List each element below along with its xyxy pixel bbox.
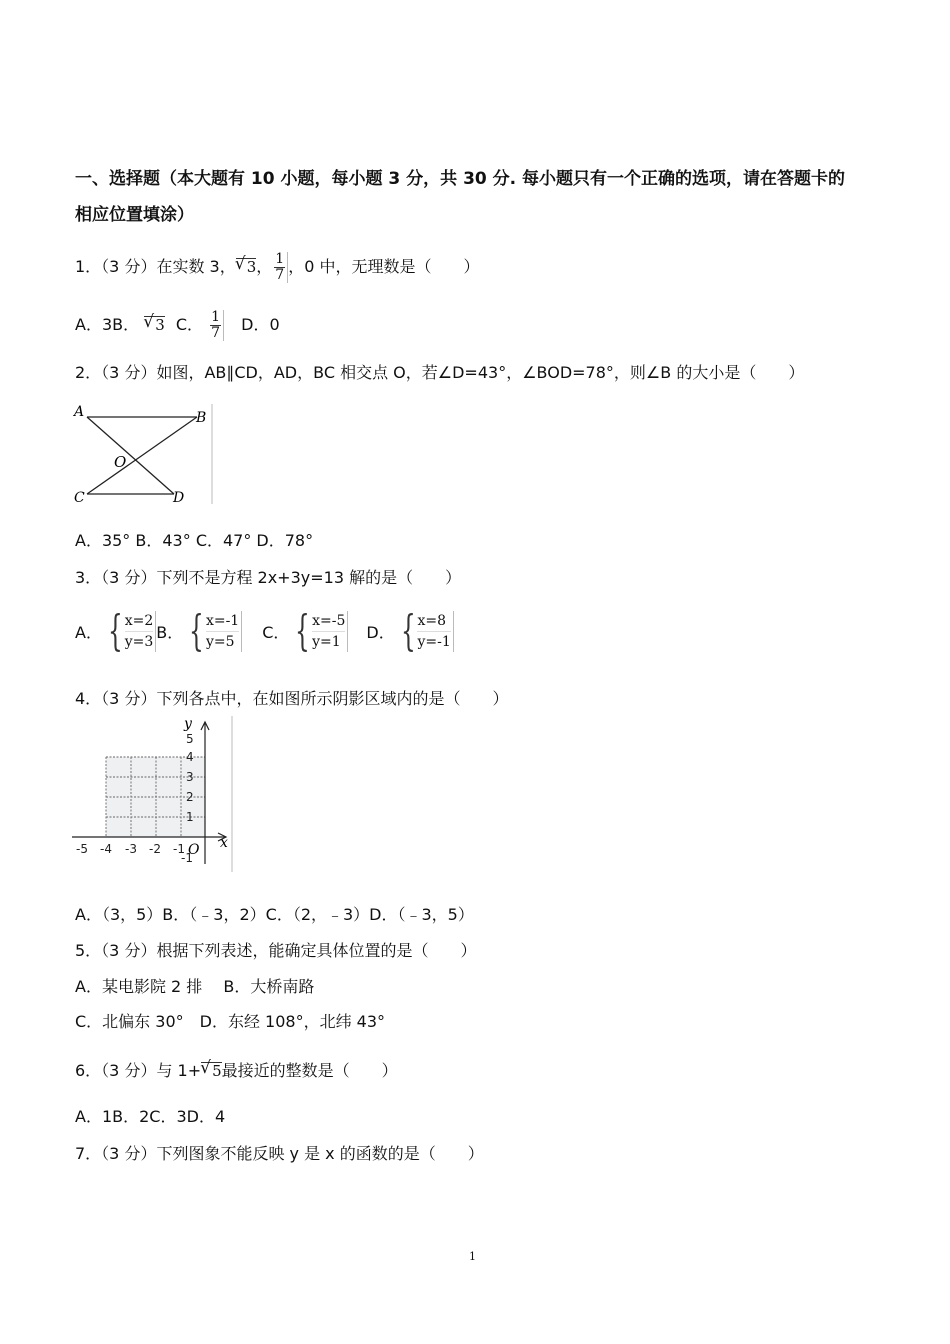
q1-stem-a: 1．（3 分）在实数 3， (75, 257, 236, 276)
q1-option-a-b: A．3B． (75, 315, 140, 334)
question-5-options-line2: C．北偏东 30° D．东经 108°，北纬 43° (75, 1012, 386, 1031)
q1-stem-b: ，0 中，无理数是（ ） (288, 257, 480, 276)
q4-y-tick-4: 4 (186, 750, 194, 764)
q1-opt-frac-num: 1 (211, 309, 221, 325)
q3-option-d-system (395, 606, 454, 655)
q3-c-x: x=-5 (312, 611, 345, 632)
q4-y-tick-2: 2 (186, 790, 194, 804)
q6-sqrt (201, 1062, 222, 1079)
question-1-options (75, 310, 280, 341)
question-1-stem (75, 252, 479, 283)
q4-x-tick-minus4: -4 (100, 842, 112, 856)
q1-sqrt-arg: 3 (246, 258, 257, 276)
q1-option-b-sqrt (144, 316, 165, 333)
q3-b-x: x=-1 (206, 611, 239, 632)
q1-frac-den: 7 (275, 267, 285, 283)
q3-brace-a: { (107, 606, 123, 655)
q3-a-y: y=3 (124, 633, 154, 650)
question-6-stem (75, 1058, 398, 1081)
question-5-options-line1: A．某电影院 2 排 B．大桥南路 (75, 977, 315, 996)
q1-sqrt (236, 258, 257, 275)
q3-option-a-label: A． (75, 622, 102, 642)
q3-a-x: x=2 (125, 611, 154, 632)
q4-y-tick-minus1: -1 (181, 851, 193, 865)
q3-option-d-label: D． (366, 622, 395, 642)
q4-origin-label: O (188, 842, 200, 858)
q2-label-d: D (173, 490, 185, 506)
q3-option-b-system (183, 606, 242, 655)
q4-y-tick-3: 3 (186, 770, 194, 784)
q2-line-ad (87, 417, 174, 494)
question-4-options: A．（3，5）B．（﹣3，2）C．（2，﹣3）D．（﹣3，5） (75, 905, 474, 924)
q2-label-c: C (74, 490, 85, 506)
q3-option-c-label: C． (262, 622, 290, 642)
q1-opt-frac-den: 7 (211, 325, 221, 341)
q3-brace-c: { (295, 606, 311, 655)
question-3-options (75, 606, 454, 655)
question-6-options: A．1B．2C．3D．4 (75, 1107, 226, 1126)
q2-label-a: A (74, 404, 85, 420)
q4-x-tick-minus5: -5 (76, 842, 88, 856)
q3-option-c-system (289, 606, 348, 655)
q4-x-tick-minus3: -3 (125, 842, 137, 856)
q1-frac-num: 1 (275, 251, 285, 267)
question-5-stem: 5．（3 分）根据下列表述，能确定具体位置的是（ ） (75, 941, 477, 960)
q2-label-b: B (196, 410, 207, 426)
q2-label-o: O (114, 453, 127, 471)
q6-stem-a: 6．（3 分）与 1+ (75, 1061, 202, 1080)
q6-stem-b: 最接近的整数是（ ） (221, 1061, 398, 1080)
q4-axis-label-y: y (184, 716, 192, 732)
q3-brace-b: { (189, 606, 204, 655)
question-3-stem: 3．（3 分）下列不是方程 2x+3y=13 解的是（ ） (75, 568, 462, 587)
q1-option-c: C． (175, 315, 204, 334)
question-2-options: A．35° B．43° C．47° D．78° (75, 531, 314, 550)
question-7-stem: 7．（3 分）下列图象不能反映 y 是 x 的函数的是（ ） (75, 1144, 484, 1163)
q4-y-tick-1: 1 (186, 810, 194, 824)
q4-y-tick-5: 5 (186, 732, 194, 746)
q1-option-c-fraction (208, 310, 224, 341)
q1-option-b-sqrt-arg: 3 (155, 316, 165, 334)
section-heading-line1: 一、选择题（本大题有 10 小题，每小题 3 分，共 30 分. 每小题只有一个正确的选项，请在答题卡的 (75, 169, 846, 189)
question-4-stem: 4．（3 分）下列各点中，在如图所示阴影区域内的是（ ） (75, 689, 509, 708)
q2-line-bc (87, 417, 197, 494)
q3-d-y: y=-1 (417, 633, 451, 650)
q4-axis-label-x: x (220, 835, 228, 851)
q1-comma: ， (256, 257, 273, 276)
q3-d-x: x=8 (417, 611, 450, 632)
q3-option-a-system (102, 606, 156, 655)
q2-figure (72, 402, 217, 508)
q4-x-tick-minus1: -1 (173, 842, 185, 856)
q1-fraction (272, 252, 288, 283)
q1-option-d: D．0 (241, 315, 280, 334)
q4-coordinate-figure (70, 714, 235, 874)
q6-sqrt-arg: 5 (212, 1062, 222, 1080)
q3-b-y: y=5 (205, 633, 235, 650)
q3-c-y: y=1 (312, 633, 341, 650)
page-number: 1 (469, 1250, 476, 1263)
q3-option-b-label: B． (156, 622, 184, 642)
q4-x-tick-minus2: -2 (149, 842, 161, 856)
section-heading-line2: 相应位置填涂） (75, 205, 194, 225)
question-2-stem: 2．（3 分）如图，AB∥CD，AD，BC 相交点 O，若∠D=43°，∠BOD=78°，则∠B 的大小是（ ） (75, 363, 805, 382)
q3-brace-d: { (400, 606, 416, 655)
